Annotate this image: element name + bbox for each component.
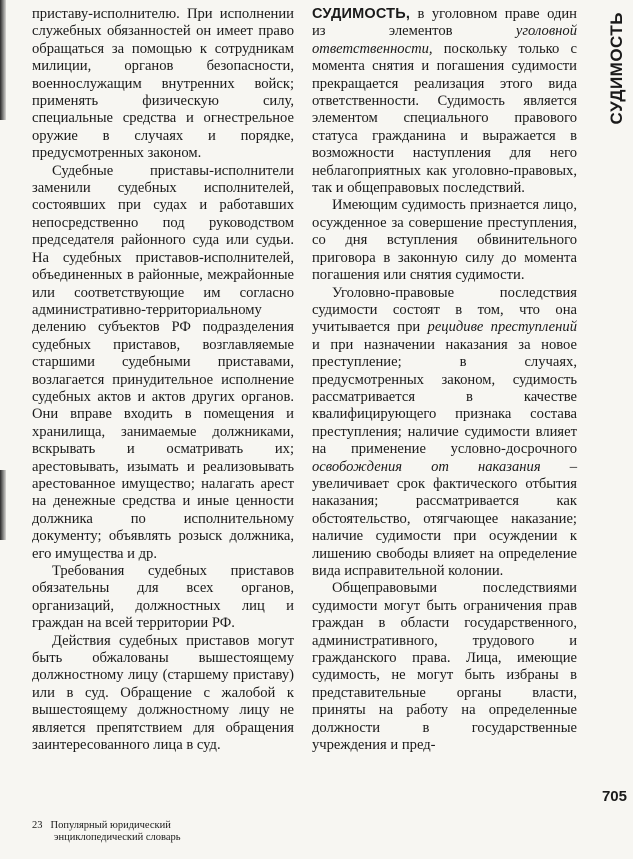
page-number: 705 [601,788,627,805]
cross-reference-term: освобождения от наказания [312,458,541,475]
page-footer [32,820,181,844]
entry-text: в уголовном праве один из элементов [312,6,577,40]
signature-number: 23 [32,820,43,831]
entry-text: Уголовно-правовые последствия судимости состоят в том, что она учитывается при [312,284,577,336]
cross-reference-term: рецидиве преступлений [427,319,577,336]
entry-text: поскольку только с момента снятия и погашения судимости прекращается реализация этого вида ответственности. Судимость является элементом специального правового статуса гражданина и выражается в возможности наступления для него неблагоприятных как уголовно-правовых, так и общеправовых последствий. [312,40,577,197]
binding-edge-shadow [0,0,6,120]
running-head: СУДИМОСТЬ [607,12,626,125]
binding-edge-shadow [0,470,6,540]
cross-reference-term: уголовной ответственности, [312,23,577,57]
right-column [312,6,577,754]
left-paragraph-4: Действия судебных приставов могут быть обжалованы вышестоящему должностному лицу (старшему приставу) или в суд. Обращение с жалобой к вышестоящему должностному лицу не является препятствием для обращения заинтересованного лица в суд. [32,632,294,754]
right-paragraph-4: Общеправовыми последствиями судимости могут быть ограничения прав граждан в области государственного, административного, трудового и гражданского права. Лица, имеющие судимость, не могут быть избраны в представительные органы власти, приняты на работу на определенные должности в государственные учреждения и пред- [312,580,577,754]
entry-text: и при назначении наказания за новое преступление; в случаях, предусмотренных законом, судимость рассматривается в качестве квалифицирующего признака состава преступления; наличие судимости влияет на применение условно-досрочного [312,336,577,458]
left-paragraph-2: Судебные приставы-исполнители заменили судебных исполнителей, состоявших при судах и работавших непосредственно под руководством председателя районного суда или судьи. На судебных приставов-исполнителей, объединенных в районные, межрайонные или соответствующие им согласно административно-территориальному делению субъектов РФ подразделения судебных приставов, возглавляемые старшими судебными приставами, возлагается принудительное исполнение судебных актов и актов других органов. Они вправе входить в помещения и хранилища, занимаемые должниками, вскрывать и осматривать их; арестовывать, изымать и реализовывать арестованное имущество; налагать арест на денежные средства и иные ценности должника по исполнительному документу; объявлять розыск должника, его имущества и др. [32,162,294,562]
right-paragraph-3 [312,285,577,581]
left-paragraph-3: Требования судебных приставов обязательны для всех органов, организаций, должностных лиц и граждан на всей территории РФ. [32,563,294,632]
left-paragraph-1: приставу-исполнителю. При исполнении служебных обязанностей он имеет право обращаться за помощью к сотрудникам милиции, органов безопасности, военнослужащим внутренних войск; применять физическую силу, специальные средства и огнестрельное оружие в случаях и порядке, предусмотренных законом. [32,6,294,162]
entry-intro-paragraph [312,6,577,197]
entry-headword: СУДИМОСТЬ, [312,6,411,22]
left-column [32,6,294,754]
footer-title-line-1: Популярный юридический [50,820,171,831]
entry-text: – увеличивает срок фактического отбытия наказания; рассматривается как обстоятельство, отягчающее наказание; наличие судимости при осуждении к лишению свободы влияет на определение вида исправительной колонии. [312,458,577,579]
footer-title-line-2: энциклопедический словарь [54,832,181,843]
right-paragraph-2: Имеющим судимость признается лицо, осужденное за совершение преступления, со дня вступления обвинительного приговора в законную силу до момента погашения или снятия судимости. [312,197,577,284]
